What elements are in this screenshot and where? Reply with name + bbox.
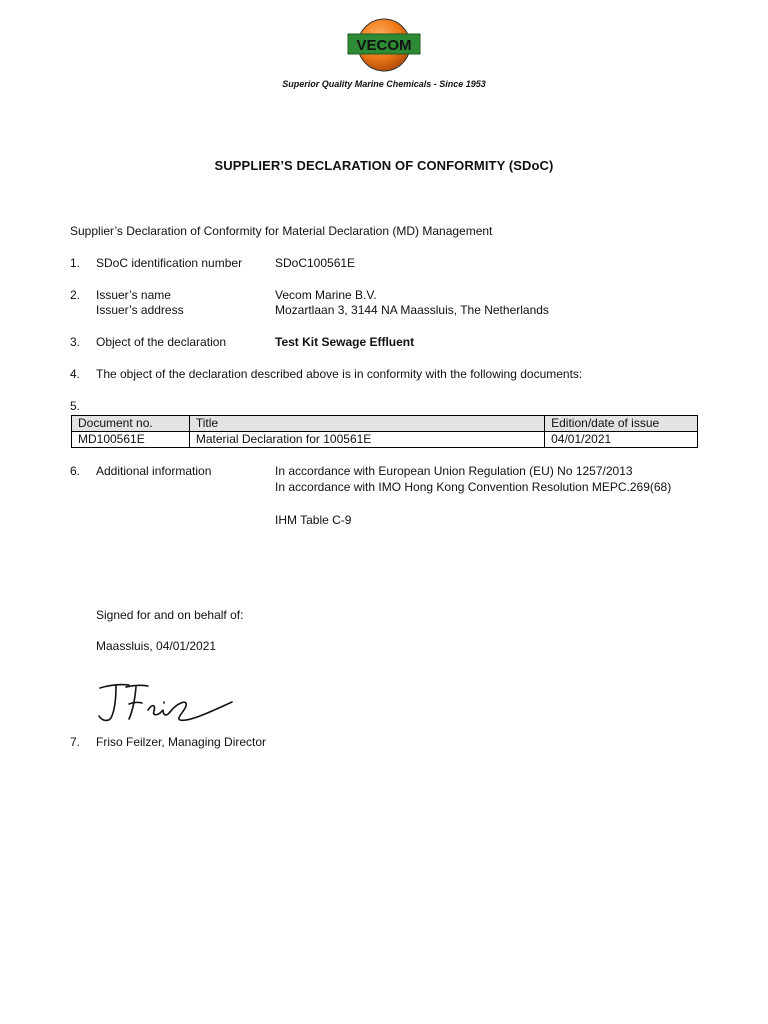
issuer-address-label: Issuer’s address — [96, 303, 184, 317]
header-title: Title — [189, 416, 544, 432]
item-1-number: 1. — [70, 256, 81, 270]
sdoc-id-label: SDoC identification number — [96, 256, 243, 270]
item-2-number: 2. — [70, 288, 81, 302]
cell-title: Material Declaration for 100561E — [189, 432, 544, 448]
signed-for-text: Signed for and on behalf of: — [96, 608, 244, 622]
page-title: SUPPLIER’S DECLARATION OF CONFORMITY (SDoC) — [214, 158, 554, 173]
item-3-number: 3. — [70, 335, 81, 349]
additional-info-line-2: In accordance with IMO Hong Kong Convention Resolution MEPC.269(68) — [275, 480, 672, 494]
cell-edition-date: 04/01/2021 — [545, 432, 698, 448]
vecom-logo — [346, 18, 422, 74]
issuer-name-value: Vecom Marine B.V. — [275, 288, 377, 302]
item-6-number: 6. — [70, 464, 81, 478]
issuer-name-label: Issuer’s name — [96, 288, 171, 302]
object-value: Test Kit Sewage Effluent — [275, 335, 415, 349]
sdoc-id-value: SDoC100561E — [275, 256, 356, 270]
conformity-statement: The object of the declaration described above is in conformity with the following documents: — [96, 367, 583, 381]
cell-document-no: MD100561E — [72, 432, 190, 448]
item-7-number: 7. — [70, 735, 81, 749]
logo-text: VECOM — [356, 37, 412, 54]
signatory-name: Friso Feilzer, Managing Director — [96, 735, 267, 749]
place-date: Maassluis, 04/01/2021 — [96, 639, 217, 653]
additional-info-line-3: IHM Table C-9 — [275, 513, 352, 527]
documents-table — [71, 415, 698, 448]
additional-info-label: Additional information — [96, 464, 212, 478]
table-header-row — [72, 416, 698, 432]
tagline: Superior Quality Marine Chemicals - Since 1953 — [282, 79, 486, 89]
header-edition-date: Edition/date of issue — [545, 416, 698, 432]
additional-info-line-1: In accordance with European Union Regulation (EU) No 1257/2013 — [275, 464, 633, 478]
header-document-no: Document no. — [72, 416, 190, 432]
item-4-number: 4. — [70, 367, 81, 381]
issuer-address-value: Mozartlaan 3, 3144 NA Maassluis, The Netherlands — [275, 303, 549, 317]
item-5-number: 5. — [70, 399, 81, 413]
object-label: Object of the declaration — [96, 335, 227, 349]
intro-text: Supplier’s Declaration of Conformity for Material Declaration (MD) Management — [70, 224, 493, 238]
table-row — [72, 432, 698, 448]
signature-image — [96, 680, 238, 724]
